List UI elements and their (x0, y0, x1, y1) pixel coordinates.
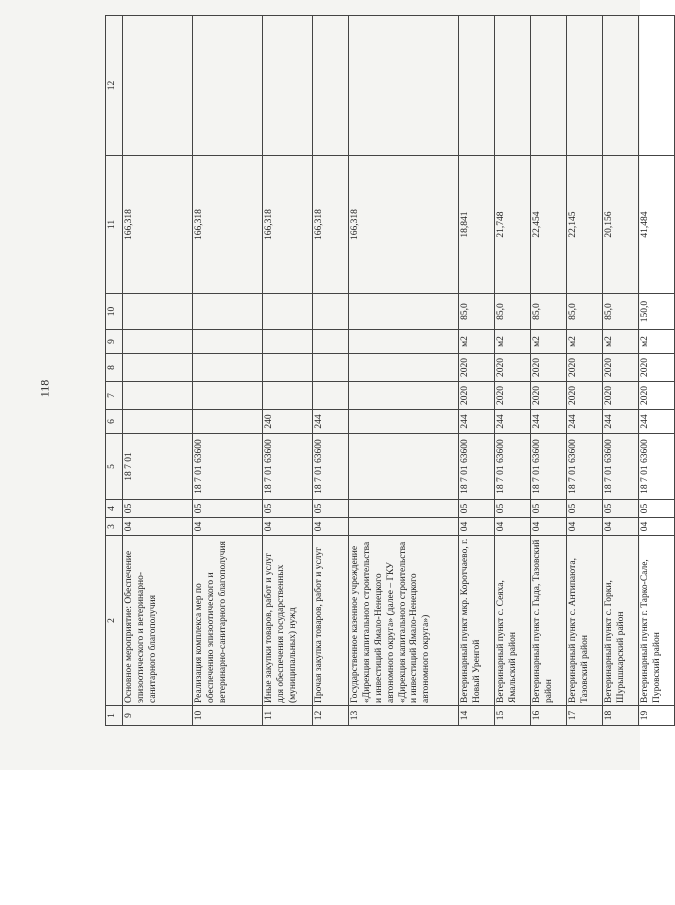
table-cell: м2 (567, 330, 603, 354)
table-cell: 04 (531, 518, 567, 536)
table-cell: 244 (495, 410, 531, 434)
table-cell: м2 (531, 330, 567, 354)
row-name-cell: Иные закупки товаров, работ и услуг для обеспечения государственных (муниципальных) нужд (263, 536, 313, 706)
table-cell: 85,0 (603, 294, 639, 330)
table-cell: 41,484 (639, 156, 675, 294)
table-cell (263, 330, 313, 354)
table-row (193, 16, 263, 726)
table-cell: 04 (459, 518, 495, 536)
table-cell: 244 (313, 410, 349, 434)
table-cell: 244 (567, 410, 603, 434)
row-number-cell: 12 (313, 706, 349, 726)
table-cell (263, 354, 313, 382)
row-number-cell: 11 (263, 706, 313, 726)
table-header-row (106, 16, 123, 726)
table-cell: 166,318 (263, 156, 313, 294)
table-cell (263, 382, 313, 410)
table-cell: 2020 (531, 354, 567, 382)
table-cell (123, 410, 193, 434)
table-cell: 18 7 01 63600 (495, 434, 531, 500)
table-row (639, 16, 675, 726)
table-cell (193, 330, 263, 354)
table-cell (193, 294, 263, 330)
table-cell: 85,0 (495, 294, 531, 330)
table-cell (123, 330, 193, 354)
column-header: 8 (106, 354, 123, 382)
table-cell (193, 382, 263, 410)
table-cell: 2020 (567, 382, 603, 410)
table-cell: 2020 (603, 354, 639, 382)
table-row (263, 16, 313, 726)
row-number-cell: 9 (123, 706, 193, 726)
table-cell: 18 7 01 63600 (263, 434, 313, 500)
table-cell: 85,0 (567, 294, 603, 330)
table-cell: 04 (123, 518, 193, 536)
table-cell: 05 (495, 500, 531, 518)
table-cell (531, 16, 567, 156)
table-cell: 05 (123, 500, 193, 518)
table-cell (603, 16, 639, 156)
table-cell (123, 294, 193, 330)
table-cell: 2020 (531, 382, 567, 410)
column-header: 10 (106, 294, 123, 330)
column-header: 11 (106, 156, 123, 294)
row-number-cell: 17 (567, 706, 603, 726)
table-cell: 85,0 (459, 294, 495, 330)
row-number-cell: 14 (459, 706, 495, 726)
row-name-cell: Реализация комплекса мер по обеспечению эпизоотического и ветеринарно-санитарного благополучия (193, 536, 263, 706)
row-number-cell: 10 (193, 706, 263, 726)
table-cell: 2020 (567, 354, 603, 382)
table-cell (193, 410, 263, 434)
column-header: 3 (106, 518, 123, 536)
table-cell: 18 7 01 63600 (459, 434, 495, 500)
table-cell: 05 (531, 500, 567, 518)
row-name-cell: Прочая закупка товаров, работ и услуг (313, 536, 349, 706)
table-cell (495, 16, 531, 156)
table-cell: м2 (459, 330, 495, 354)
table-cell: 05 (639, 500, 675, 518)
row-number-cell: 13 (349, 706, 459, 726)
row-number-cell: 18 (603, 706, 639, 726)
table-cell (313, 330, 349, 354)
table-cell: 21,748 (495, 156, 531, 294)
table-cell (123, 382, 193, 410)
table-cell: 05 (263, 500, 313, 518)
table-cell: 18 7 01 63600 (603, 434, 639, 500)
row-number-cell: 15 (495, 706, 531, 726)
table-cell: 150,0 (639, 294, 675, 330)
table-cell: 2020 (495, 382, 531, 410)
table-cell: 244 (603, 410, 639, 434)
table-row (349, 16, 459, 726)
table-cell: 18 7 01 63600 (639, 434, 675, 500)
budget-table (105, 15, 675, 726)
column-header: 12 (106, 16, 123, 156)
table-cell (193, 354, 263, 382)
table-cell: 2020 (639, 382, 675, 410)
table-cell (313, 354, 349, 382)
table-cell (349, 518, 459, 536)
table-row (567, 16, 603, 726)
table-cell: м2 (495, 330, 531, 354)
table-cell: м2 (639, 330, 675, 354)
table-cell (349, 500, 459, 518)
table-cell: 04 (495, 518, 531, 536)
table-cell: 20,156 (603, 156, 639, 294)
row-name-cell: Ветеринарный пункт с. Горки, Шурышкарский район (603, 536, 639, 706)
table-cell (349, 330, 459, 354)
table-cell (123, 354, 193, 382)
table-cell (349, 16, 459, 156)
table-cell (349, 382, 459, 410)
table-cell: 240 (263, 410, 313, 434)
table-cell: 244 (459, 410, 495, 434)
table-cell (263, 16, 313, 156)
table-cell: 04 (313, 518, 349, 536)
row-number-cell: 19 (639, 706, 675, 726)
row-name-cell: Основное мероприятие: Обеспечение эпизоотического и ветеринарно-санитарного благополучия (123, 536, 193, 706)
table-row (313, 16, 349, 726)
table-cell (313, 294, 349, 330)
column-header: 2 (106, 536, 123, 706)
column-header: 4 (106, 500, 123, 518)
table-cell: 22,145 (567, 156, 603, 294)
table-cell (349, 294, 459, 330)
table-cell: 166,318 (193, 156, 263, 294)
table-cell: 22,454 (531, 156, 567, 294)
row-name-cell: Государственное казенное учреждение «Дирекция капитального строительства и инвестиций Ямало-Ненецкого автономного округа» (далее – ГКУ «Дирекция капитального строительства и инвестиций Ямало-Ненецкого автономного округа») (349, 536, 459, 706)
table-cell (639, 16, 675, 156)
table-cell: 18 7 01 63600 (193, 434, 263, 500)
table-cell: 04 (639, 518, 675, 536)
table-cell (313, 382, 349, 410)
page-number: 118 (37, 379, 52, 398)
table-cell: 05 (603, 500, 639, 518)
table-row (495, 16, 531, 726)
table-row (603, 16, 639, 726)
table-cell: 18 7 01 63600 (567, 434, 603, 500)
table-cell: 2020 (495, 354, 531, 382)
table-cell: 18,841 (459, 156, 495, 294)
table-cell: 166,318 (313, 156, 349, 294)
table-cell: 05 (313, 500, 349, 518)
table-cell: 2020 (603, 382, 639, 410)
table-cell: 166,318 (349, 156, 459, 294)
table-cell (459, 16, 495, 156)
table-cell: 166,318 (123, 156, 193, 294)
table-cell: 04 (263, 518, 313, 536)
table-body (106, 16, 675, 726)
column-header: 1 (106, 706, 123, 726)
table-cell (349, 410, 459, 434)
table-cell: 18 7 01 63600 (313, 434, 349, 500)
column-header: 5 (106, 434, 123, 500)
table-cell (123, 16, 193, 156)
table-cell: 04 (193, 518, 263, 536)
table-cell: м2 (603, 330, 639, 354)
rotated-table-container (105, 36, 662, 726)
column-header: 7 (106, 382, 123, 410)
column-header: 6 (106, 410, 123, 434)
row-name-cell: Ветеринарный пункт мкр. Коротчаево, г. Новый Уренгой (459, 536, 495, 706)
table-cell: 05 (459, 500, 495, 518)
table-row (123, 16, 193, 726)
table-cell: 18 7 01 (123, 434, 193, 500)
table-cell (193, 16, 263, 156)
table-cell: 244 (531, 410, 567, 434)
table-cell (349, 434, 459, 500)
row-name-cell: Ветеринарный пункт с. Сеяха, Ямальский район (495, 536, 531, 706)
row-name-cell: Ветеринарный пункт г. Тарко-Сале, Пуровский район (639, 536, 675, 706)
row-name-cell: Ветеринарный пункт с. Антипаюта, Тазовский район (567, 536, 603, 706)
table-cell (349, 354, 459, 382)
row-number-cell: 16 (531, 706, 567, 726)
table-cell: 2020 (459, 354, 495, 382)
table-cell: 2020 (459, 382, 495, 410)
row-name-cell: Ветеринарный пункт с. Гыда, Тазовский район (531, 536, 567, 706)
table-cell: 244 (639, 410, 675, 434)
table-cell: 85,0 (531, 294, 567, 330)
table-cell (567, 16, 603, 156)
table-cell (263, 294, 313, 330)
table-cell: 05 (567, 500, 603, 518)
table-row (531, 16, 567, 726)
table-cell: 2020 (639, 354, 675, 382)
table-cell: 05 (193, 500, 263, 518)
table-cell: 04 (567, 518, 603, 536)
table-row (459, 16, 495, 726)
column-header: 9 (106, 330, 123, 354)
table-cell (313, 16, 349, 156)
table-cell: 18 7 01 63600 (531, 434, 567, 500)
table-cell: 04 (603, 518, 639, 536)
